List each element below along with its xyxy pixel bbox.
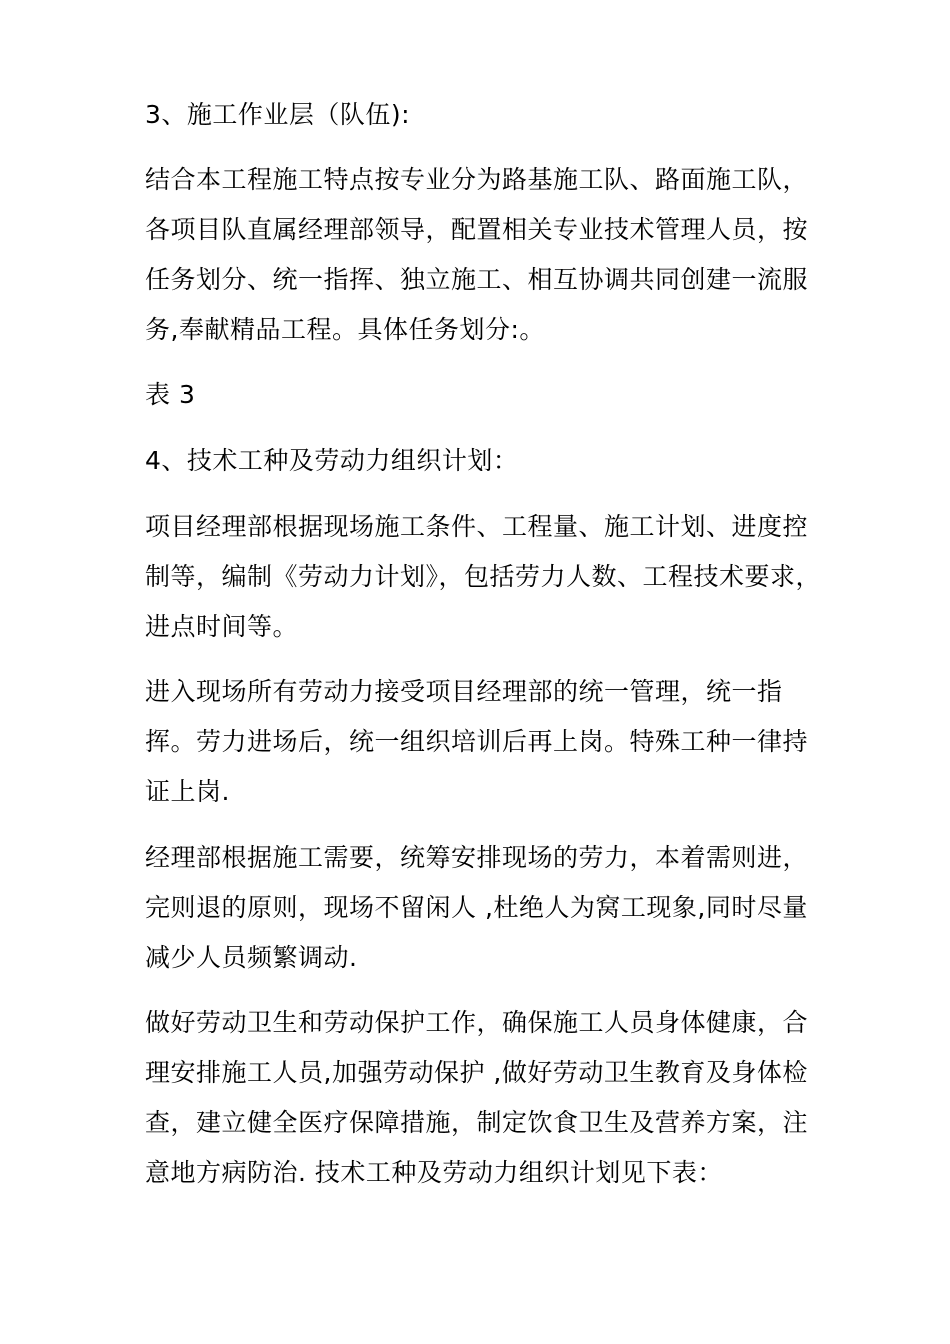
- labor-protection-paragraph: [145, 998, 815, 1198]
- paragraph-line: 理安排施工人员,加强劳动保护 ,做好劳动卫生教育及身体检: [145, 1058, 808, 1087]
- paragraph-line: 经理部根据施工需要，统筹安排现场的劳力，本着需则进，: [145, 843, 809, 872]
- table-reference-text: 表 3: [145, 380, 196, 409]
- paragraph-line: 减少人员频繁调动.: [145, 943, 358, 972]
- paragraph-line: 任务划分、统一指挥、独立施工、相互协调共同创建一流服: [145, 265, 809, 294]
- paragraph-line: 务,奉献精品工程。具体任务划分:。: [145, 315, 545, 344]
- unified-management-paragraph: [145, 667, 815, 817]
- heading-text: 4、技术工种及劳动力组织计划：: [145, 446, 519, 475]
- team-organization-paragraph: [145, 155, 815, 355]
- section-heading-4: [145, 436, 815, 486]
- paragraph-line: 进点时间等。: [145, 612, 299, 641]
- paragraph-line: 做好劳动卫生和劳动保护工作，确保施工人员身体健康，合: [145, 1008, 809, 1037]
- paragraph-line: 查，建立健全医疗保障措施，制定饮食卫生及营养方案，注: [145, 1108, 809, 1137]
- paragraph-line: 意地方病防治. 技术工种及劳动力组织计划见下表：: [145, 1158, 723, 1187]
- paragraph-line: 进入现场所有劳动力接受项目经理部的统一管理，统一指: [145, 677, 783, 706]
- heading-text: 3、施工作业层（队伍):: [145, 100, 411, 129]
- labor-allocation-paragraph: [145, 833, 815, 983]
- paragraph-line: 结合本工程施工特点按专业分为路基施工队、路面施工队，: [145, 165, 809, 194]
- table-reference: [145, 370, 815, 420]
- paragraph-line: 挥。劳力进场后，统一组织培训后再上岗。特殊工种一律持: [145, 727, 809, 756]
- paragraph-line: 证上岗.: [145, 777, 230, 806]
- paragraph-line: 制等，编制《劳动力计划》，包括劳力人数、工程技术要求，: [145, 562, 822, 591]
- paragraph-line: 项目经理部根据现场施工条件、工程量、施工计划、进度控: [145, 512, 809, 541]
- section-heading-3: [145, 90, 815, 140]
- labor-plan-paragraph: [145, 502, 822, 652]
- paragraph-line: 各项目队直属经理部领导，配置相关专业技术管理人员，按: [145, 215, 809, 244]
- paragraph-line: 完则退的原则，现场不留闲人 ,杜绝人为窝工现象,同时尽量: [145, 893, 808, 922]
